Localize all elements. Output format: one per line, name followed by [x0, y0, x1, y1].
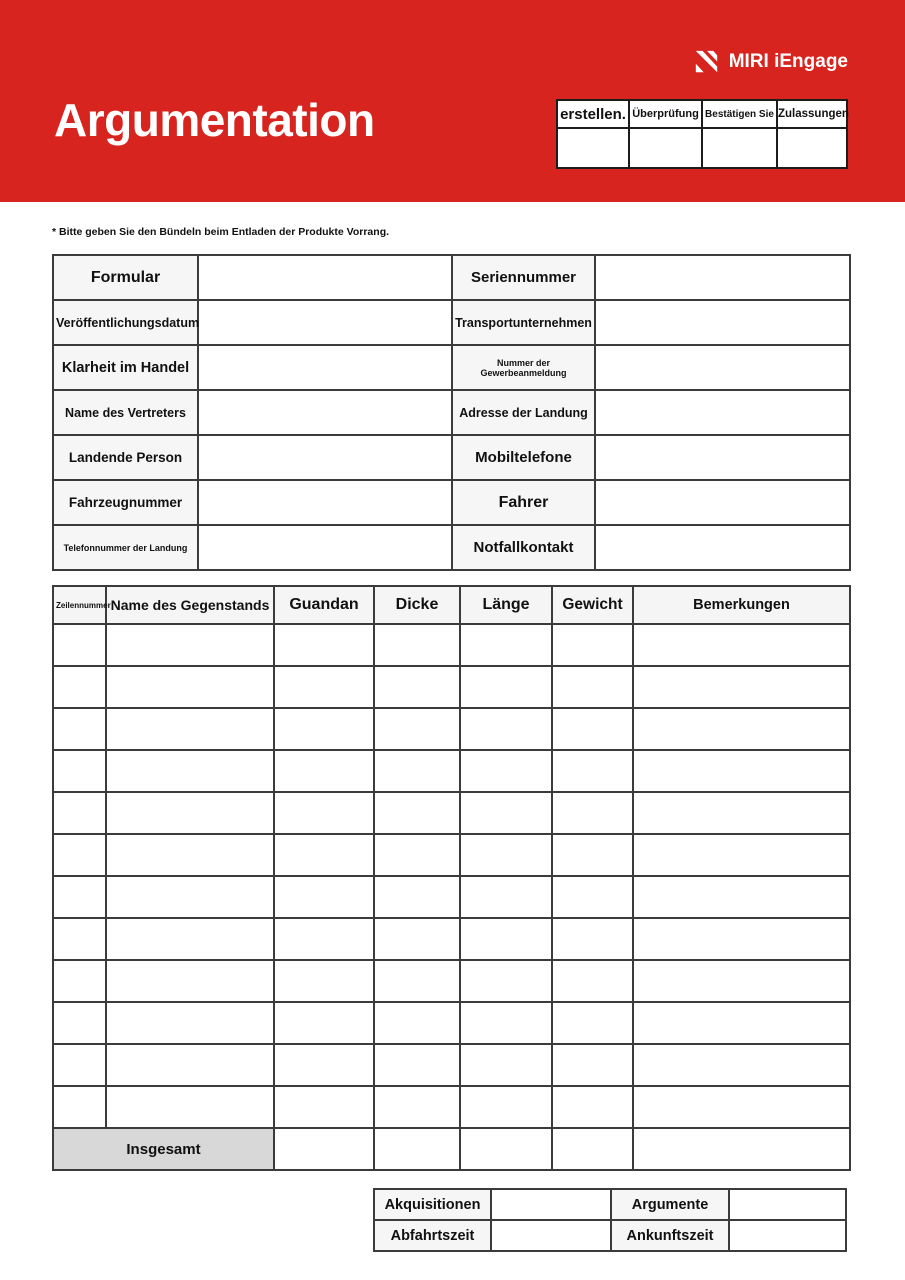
- info-value-klarheit-im-handel[interactable]: [198, 345, 452, 390]
- items-empty-cell[interactable]: [106, 1002, 274, 1044]
- items-empty-cell[interactable]: [460, 750, 552, 792]
- info-value-transportunternehmen[interactable]: [595, 300, 850, 345]
- info-value-seriennummer[interactable]: [595, 255, 850, 300]
- summary-value-ankunftszeit[interactable]: [729, 1220, 846, 1251]
- info-label-landende-person: Landende Person: [53, 435, 198, 480]
- items-empty-cell[interactable]: [53, 792, 106, 834]
- page-title: Argumentation: [54, 94, 375, 146]
- info-value-adresse-der-landung[interactable]: [595, 390, 850, 435]
- info-label-adresse-der-landung: Adresse der Landung: [452, 390, 595, 435]
- items-empty-cell[interactable]: [460, 918, 552, 960]
- items-empty-cell[interactable]: [274, 708, 374, 750]
- info-label-klarheit-im-handel: Klarheit im Handel: [53, 345, 198, 390]
- items-total-guandan[interactable]: [274, 1128, 374, 1170]
- items-empty-cell[interactable]: [460, 666, 552, 708]
- items-total-dicke[interactable]: [374, 1128, 460, 1170]
- items-header-guandan: Guandan: [274, 586, 374, 624]
- items-empty-cell[interactable]: [374, 624, 460, 666]
- items-empty-cell[interactable]: [633, 750, 850, 792]
- items-empty-cell[interactable]: [106, 666, 274, 708]
- items-empty-cell[interactable]: [633, 876, 850, 918]
- summary-row: [374, 1220, 846, 1251]
- items-total-label: Insgesamt: [53, 1128, 274, 1170]
- info-value-fahrzeugnummer[interactable]: [198, 480, 452, 525]
- items-empty-cell[interactable]: [460, 792, 552, 834]
- approval-header-zulassungen: Zulassungen: [777, 100, 847, 128]
- items-empty-cell[interactable]: [53, 624, 106, 666]
- items-empty-cell[interactable]: [460, 1044, 552, 1086]
- items-empty-cell[interactable]: [374, 1002, 460, 1044]
- items-empty-cell[interactable]: [53, 1044, 106, 1086]
- items-header-dicke: Dicke: [374, 586, 460, 624]
- approval-header-row: [557, 100, 847, 128]
- items-empty-cell[interactable]: [633, 918, 850, 960]
- approval-sign-cell-erstellen[interactable]: [557, 128, 629, 168]
- items-empty-cell[interactable]: [552, 708, 633, 750]
- items-empty-cell[interactable]: [633, 792, 850, 834]
- info-label-seriennummer: Seriennummer: [452, 255, 595, 300]
- items-empty-cell[interactable]: [106, 750, 274, 792]
- items-empty-cell[interactable]: [106, 960, 274, 1002]
- items-empty-cell[interactable]: [460, 960, 552, 1002]
- info-table: [52, 254, 851, 571]
- items-empty-cell[interactable]: [633, 1002, 850, 1044]
- items-empty-cell[interactable]: [460, 624, 552, 666]
- items-table-body: [53, 624, 850, 1128]
- items-empty-cell[interactable]: [374, 750, 460, 792]
- items-header-name-des-gegenstands: Name des Gegenstands: [106, 586, 274, 624]
- items-empty-cell[interactable]: [106, 792, 274, 834]
- items-empty-row: [53, 876, 850, 918]
- items-total-row: [53, 1128, 850, 1170]
- items-empty-cell[interactable]: [106, 708, 274, 750]
- info-label-veroeffentlichungsdatum: Veröffentlichungsdatum: [53, 300, 198, 345]
- items-empty-row: [53, 1086, 850, 1128]
- items-empty-cell[interactable]: [106, 834, 274, 876]
- items-empty-cell[interactable]: [460, 834, 552, 876]
- items-empty-cell[interactable]: [633, 708, 850, 750]
- summary-label-abfahrtszeit: Abfahrtszeit: [374, 1220, 491, 1251]
- items-empty-cell[interactable]: [53, 834, 106, 876]
- items-empty-cell[interactable]: [274, 960, 374, 1002]
- items-empty-row: [53, 1002, 850, 1044]
- items-empty-row: [53, 666, 850, 708]
- items-empty-cell[interactable]: [374, 960, 460, 1002]
- items-empty-cell[interactable]: [106, 624, 274, 666]
- items-empty-cell[interactable]: [633, 834, 850, 876]
- items-empty-cell[interactable]: [552, 876, 633, 918]
- summary-value-akquisitionen[interactable]: [491, 1189, 611, 1220]
- items-total-bemerkungen[interactable]: [633, 1128, 850, 1170]
- items-empty-cell[interactable]: [274, 834, 374, 876]
- info-row: [53, 300, 850, 345]
- items-empty-cell[interactable]: [53, 750, 106, 792]
- items-empty-cell[interactable]: [53, 876, 106, 918]
- items-empty-row: [53, 792, 850, 834]
- items-empty-cell[interactable]: [274, 1086, 374, 1128]
- items-empty-row: [53, 960, 850, 1002]
- info-label-name-des-vertreters: Name des Vertreters: [53, 390, 198, 435]
- items-empty-cell[interactable]: [633, 1044, 850, 1086]
- items-empty-cell[interactable]: [274, 666, 374, 708]
- items-empty-cell[interactable]: [274, 876, 374, 918]
- items-empty-cell[interactable]: [106, 1086, 274, 1128]
- items-header-gewicht: Gewicht: [552, 586, 633, 624]
- items-total-laenge[interactable]: [460, 1128, 552, 1170]
- summary-row: [374, 1189, 846, 1220]
- items-empty-cell[interactable]: [552, 624, 633, 666]
- info-value-mobiltelefone[interactable]: [595, 435, 850, 480]
- info-value-telefonnummer-der-landung[interactable]: [198, 525, 452, 570]
- items-empty-cell[interactable]: [374, 708, 460, 750]
- items-empty-cell[interactable]: [633, 624, 850, 666]
- info-label-fahrzeugnummer: Fahrzeugnummer: [53, 480, 198, 525]
- info-value-landende-person[interactable]: [198, 435, 452, 480]
- items-empty-cell[interactable]: [633, 1086, 850, 1128]
- items-header-bemerkungen: Bemerkungen: [633, 586, 850, 624]
- items-empty-cell[interactable]: [274, 624, 374, 666]
- items-empty-cell[interactable]: [374, 834, 460, 876]
- items-empty-cell[interactable]: [374, 666, 460, 708]
- approval-sign-cell-bestaetigen-sie[interactable]: [702, 128, 777, 168]
- info-label-telefonnummer-der-landung: Telefonnummer der Landung: [53, 525, 198, 570]
- items-empty-cell[interactable]: [274, 1002, 374, 1044]
- items-empty-cell[interactable]: [106, 1044, 274, 1086]
- items-empty-cell[interactable]: [633, 960, 850, 1002]
- info-row: [53, 345, 850, 390]
- info-row: [53, 255, 850, 300]
- items-empty-cell[interactable]: [460, 1086, 552, 1128]
- info-value-fahrer[interactable]: [595, 480, 850, 525]
- items-empty-cell[interactable]: [552, 1002, 633, 1044]
- items-empty-cell[interactable]: [552, 834, 633, 876]
- info-label-mobiltelefone: Mobiltelefone: [452, 435, 595, 480]
- items-table: [52, 585, 851, 1171]
- miri-logo-icon: [693, 48, 720, 75]
- approval-header-erstellen: erstellen.: [557, 100, 629, 128]
- items-empty-cell[interactable]: [53, 1002, 106, 1044]
- items-empty-cell[interactable]: [552, 666, 633, 708]
- items-empty-cell[interactable]: [274, 1044, 374, 1086]
- items-empty-cell[interactable]: [274, 792, 374, 834]
- items-empty-cell[interactable]: [53, 1086, 106, 1128]
- items-empty-cell[interactable]: [53, 708, 106, 750]
- items-empty-cell[interactable]: [53, 918, 106, 960]
- items-empty-cell[interactable]: [460, 876, 552, 918]
- items-empty-cell[interactable]: [106, 918, 274, 960]
- items-total-gewicht[interactable]: [552, 1128, 633, 1170]
- info-row: [53, 390, 850, 435]
- items-empty-cell[interactable]: [274, 918, 374, 960]
- info-label-fahrer: Fahrer: [452, 480, 595, 525]
- summary-label-argumente: Argumente: [611, 1189, 729, 1220]
- items-empty-cell[interactable]: [106, 876, 274, 918]
- items-empty-cell[interactable]: [374, 876, 460, 918]
- header-band: [0, 0, 905, 202]
- summary-label-ankunftszeit: Ankunftszeit: [611, 1220, 729, 1251]
- info-value-name-des-vertreters[interactable]: [198, 390, 452, 435]
- items-empty-row: [53, 918, 850, 960]
- info-value-veroeffentlichungsdatum[interactable]: [198, 300, 452, 345]
- approval-signature-row: [557, 128, 847, 168]
- items-empty-cell[interactable]: [374, 792, 460, 834]
- items-empty-cell[interactable]: [53, 666, 106, 708]
- info-value-gewerbeanmeldung-nummer[interactable]: [595, 345, 850, 390]
- items-empty-cell[interactable]: [374, 1086, 460, 1128]
- items-empty-row: [53, 834, 850, 876]
- items-empty-cell[interactable]: [633, 666, 850, 708]
- items-header-laenge: Länge: [460, 586, 552, 624]
- items-empty-cell[interactable]: [552, 918, 633, 960]
- items-empty-cell[interactable]: [274, 750, 374, 792]
- items-empty-cell[interactable]: [374, 1044, 460, 1086]
- info-label-transportunternehmen: Transportunternehmen: [452, 300, 595, 345]
- approval-header-ueberpruefung: Überprüfung: [629, 100, 702, 128]
- summary-value-abfahrtszeit[interactable]: [491, 1220, 611, 1251]
- brand-name: MIRI iEngage: [728, 50, 848, 72]
- summary-value-argumente[interactable]: [729, 1189, 846, 1220]
- items-header-row: [53, 586, 850, 624]
- summary-table: [373, 1188, 847, 1252]
- approval-sign-cell-zulassungen[interactable]: [777, 128, 847, 168]
- approval-header-bestaetigen-sie: Bestätigen Sie: [702, 100, 777, 128]
- items-empty-cell[interactable]: [53, 960, 106, 1002]
- brand-logo: [693, 48, 848, 75]
- priority-note: * Bitte geben Sie den Bündeln beim Entladen der Produkte Vorrang.: [52, 226, 390, 238]
- info-label-formular: Formular: [53, 255, 198, 300]
- items-empty-cell[interactable]: [460, 708, 552, 750]
- items-empty-row: [53, 624, 850, 666]
- approval-sign-cell-ueberpruefung[interactable]: [629, 128, 702, 168]
- items-empty-row: [53, 750, 850, 792]
- items-empty-cell[interactable]: [552, 1044, 633, 1086]
- info-row: [53, 525, 850, 570]
- summary-label-akquisitionen: Akquisitionen: [374, 1189, 491, 1220]
- items-empty-cell[interactable]: [374, 918, 460, 960]
- approval-table: [556, 99, 848, 169]
- info-label-notfallkontakt: Notfallkontakt: [452, 525, 595, 570]
- info-value-notfallkontakt[interactable]: [595, 525, 850, 570]
- info-value-formular[interactable]: [198, 255, 452, 300]
- items-header-zeilennummer: Zeilennummer: [53, 586, 106, 624]
- items-empty-cell[interactable]: [552, 960, 633, 1002]
- info-label-gewerbeanmeldung-nummer: Nummer der Gewerbeanmeldung: [452, 345, 595, 390]
- items-empty-cell[interactable]: [552, 792, 633, 834]
- info-row: [53, 480, 850, 525]
- items-empty-cell[interactable]: [460, 1002, 552, 1044]
- items-empty-row: [53, 1044, 850, 1086]
- items-empty-cell[interactable]: [552, 750, 633, 792]
- items-empty-row: [53, 708, 850, 750]
- items-empty-cell[interactable]: [552, 1086, 633, 1128]
- info-row: [53, 435, 850, 480]
